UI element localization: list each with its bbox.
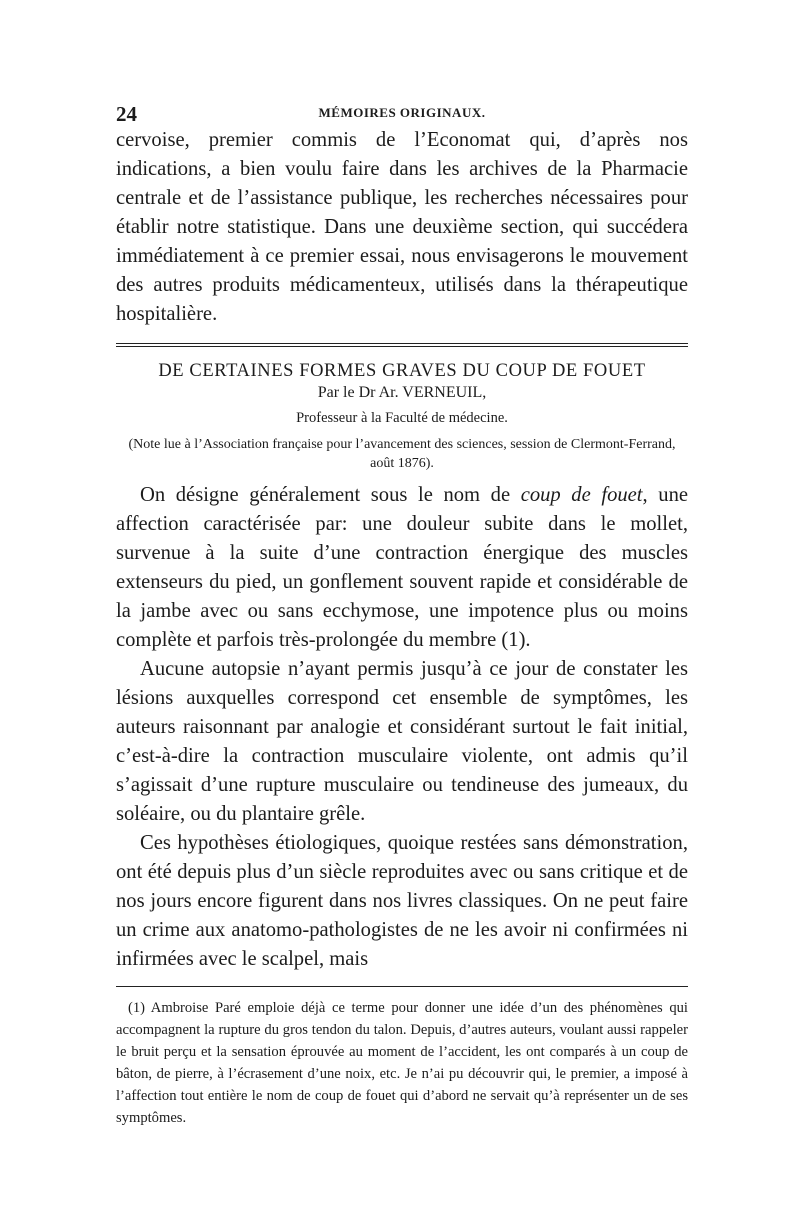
body-paragraph-2: Aucune autopsie n’ayant permis jusqu’à ce jour de constater les lésions auxquelles correspond cet ensemble de symptômes, les auteurs raisonnant par analogie et considérant surtout le fait initial, c’est-à-dire la contraction musculaire violente, ont admis qu’il s’agissait d’une rupture musculaire ou tendineuse des jumeaux, du soléaire, ou du plantaire grêle. xyxy=(116,658,688,825)
para1-end: , une affection caractérisée par: une douleur subite dans le mollet, survenue à la suite d’une contraction énergique des muscles extenseurs du pied, un gonflement souvent rapide et considérable de la jambe avec ou sans ecchymose, une impotence plus ou moins complète et parfois très-prolongée du membre (1). xyxy=(116,484,689,651)
running-header xyxy=(116,96,688,126)
presentation-note: (Note lue à l’Association française pour l’avancement des sciences, session de Clermont-Ferrand, août 1876). xyxy=(128,437,676,471)
article-byline: Par le Dr Ar. VERNEUIL, xyxy=(317,384,487,401)
body-paragraph-3: Ces hypothèses étiologiques, quoique restées sans démonstration, ont été depuis plus d’un siècle reproduites avec ou sans critique et de nos jours encore figurent dans nos livres classiques. On ne peut faire un crime aux anatomo-pathologistes de ne les avoir ni confirmées ni infirmées avec le scalpel, mais xyxy=(116,832,688,970)
section-divider xyxy=(116,343,688,347)
page-number: 24 xyxy=(116,102,137,126)
author-affiliation: Professeur à la Faculté de médecine. xyxy=(296,410,508,426)
intro-paragraph: cervoise, premier commis de l’Economat qui, d’après nos indications, a bien voulu faire dans les archives de la Pharmacie centrale et de l’assistance publique, les recherches nécessaires pour établir notre statistique. Dans une deuxième section, qui succédera immédiatement à ce premier essai, nous envisagerons le mouvement des autres produits médicamenteux, utilisés dans la thérapeutique hospitalière. xyxy=(116,129,688,325)
term-coup-de-fouet: coup de fouet xyxy=(520,484,643,506)
para1-start: On désigne généralement sous le nom de xyxy=(140,484,521,506)
article-title: DE CERTAINES FORMES GRAVES DU COUP DE FOUET xyxy=(158,361,646,381)
document-page xyxy=(116,96,688,1129)
body-paragraph-1 xyxy=(116,481,688,655)
footnote-divider xyxy=(116,986,688,987)
running-title: MÉMOIRES ORIGINAUX. xyxy=(318,105,486,120)
footnote-text: (1) Ambroise Paré emploie déjà ce terme pour donner une idée d’un des phénomènes qui accompagnent la rupture du gros tendon du talon. Depuis, d’autres auteurs, voulant aussi rappeler le bruit perçu et la sensation éprouvée au moment de l’accident, les ont comparés à un coup de bâton, de pierre, à l’écrasement d’une noix, etc. Je n’ai pu découvrir qui, le premier, a imposé à l’affection tout entière le nom de coup de fouet qui d’abord ne servait qu’à représenter un de ses symptômes. xyxy=(116,1000,688,1126)
footnote xyxy=(116,997,688,1129)
